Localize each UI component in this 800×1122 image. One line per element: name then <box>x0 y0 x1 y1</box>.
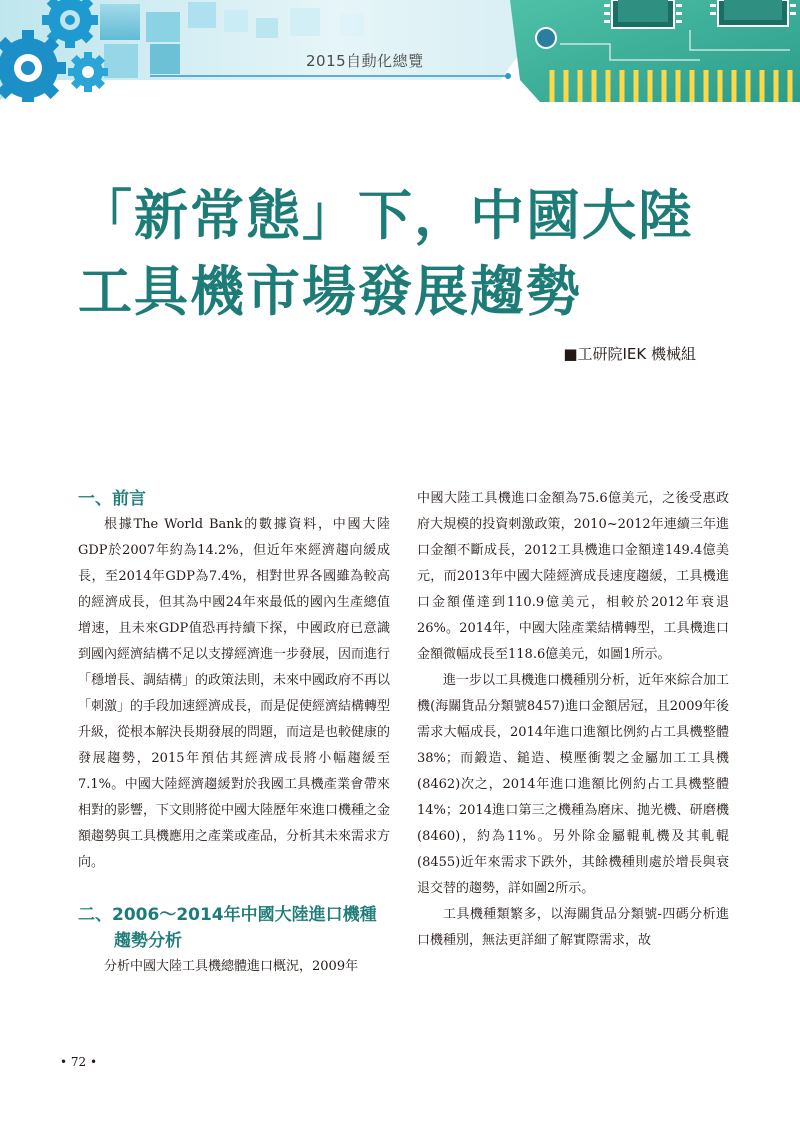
header-banner <box>0 0 800 102</box>
page-number: • 72 • <box>60 1055 98 1069</box>
section-1-paragraph: 根據The World Bank的數據資料，中國大陸GDP於2007年約為14.2%，但近年來經濟趨向緩成長，至2014年GDP為7.4%，相對世界各國雖為較高的經濟成長，但其為中國24年來最低的國內生產總值增速，且未來GDP值恐再持續下探，中國政府已意識到國內經濟結構不足以支撐經濟進一步發展，因而進行「穩增長、調結構」的政策法則，未來中國政府不再以「刺激」的手段加速經濟成長，而是促使經濟結構轉型升級，從根本解決長期發展的問題，而這是也較健康的發展趨勢，2015年預估其經濟成長將小幅趨緩至7.1%。中國大陸經濟趨緩對於我國工具機產業會帶來相對的影響，下文則將從中國大陸歷年來進口機種之金額趨勢與工具機應用之產業或產品，分析其未來需求方向。 <box>78 517 391 870</box>
section-2-paragraph-start: 分析中國大陸工具機總體進口概況，2009年 <box>104 959 359 974</box>
section-2-paragraph-3: 工具機種類繁多，以海關貨品分類號-四碼分析進口機種別，無法更詳細了解實際需求，故 <box>417 907 729 948</box>
journal-title: 2015自動化總覽 <box>306 52 424 70</box>
article-title-line-2: 工具機市場發展趨勢 <box>78 260 582 323</box>
section-2-heading <box>78 902 390 954</box>
left-column <box>78 486 390 980</box>
section-1-heading: 一、前言 <box>78 489 146 509</box>
section-2-heading-line-2: 趨勢分析 <box>114 931 182 951</box>
right-column <box>417 486 729 954</box>
section-2-heading-line-1: 二、2006～2014年中國大陸進口機種 <box>78 905 377 925</box>
author-byline: ■工研院IEK 機械組 <box>563 345 696 363</box>
section-2-paragraph-continued: 中國大陸工具機進口金額為75.6億美元，之後受惠政府大規模的投資刺激政策，2010~2012年連續三年進口金額不斷成長，2012工具機進口金額達149.4億美元，而2013年中國大陸經濟成長速度趨緩，工具機進口金額僅達到110.9億美元，相較於2012年衰退26%。2014年，中國大陸產業結構轉型，工具機進口金額微幅成長至118.6億美元，如圖1所示。 <box>417 491 729 662</box>
section-2-paragraph-2: 進一步以工具機進口機種別分析，近年來綜合加工機(海關貨品分類號8457)進口金額居冠，且2009年後需求大幅成長，2014年進口進額比例約占工具機整體38%；而鍛造、鎚造、模壓衝製之金屬加工工具機(8462)次之，2014年進口進額比例約占工具機整體14%；2014進口第三之機種為磨床、拋光機、研磨機(8460)，約為11%。另外除金屬輥軋機及其軋輥(8455)近年來需求下跌外，其餘機種則處於增長與衰退交替的趨勢，詳如圖2所示。 <box>417 673 730 896</box>
article-title-line-1: 「新常態」下，中國大陸 <box>78 184 694 247</box>
